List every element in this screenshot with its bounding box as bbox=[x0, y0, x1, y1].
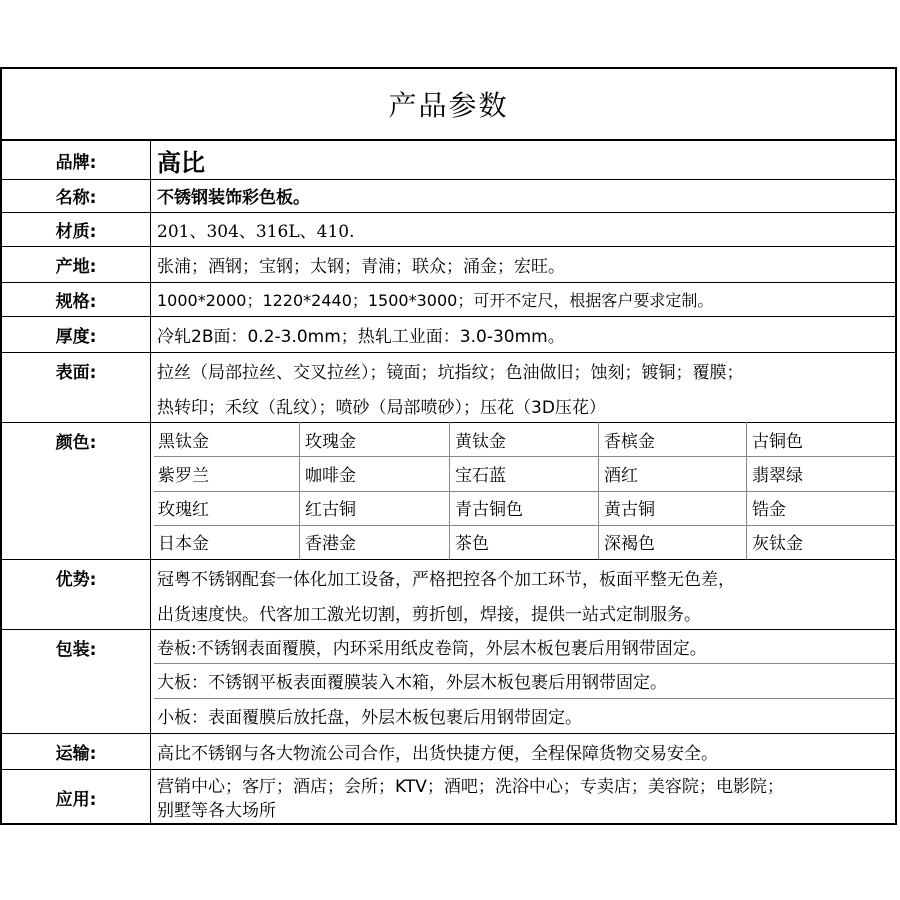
advantage-label: 优势: bbox=[55, 569, 97, 590]
advantage-line-1: 冠粤不锈钢配套一体化加工设备，严格把控各个加工环节，板面平整无色差， bbox=[157, 569, 735, 590]
surface-line-2: 热转印；禾纹（乱纹）；喷砂（局部喷砂）；压花（3D压花） bbox=[157, 397, 606, 418]
color-cell: 香港金 bbox=[305, 534, 356, 555]
spec-label: 规格: bbox=[55, 291, 97, 312]
name-label: 名称: bbox=[55, 188, 97, 208]
thickness-value: 冷轧2B面：0.2-3.0mm；热轧工业面：3.0-30mm。 bbox=[157, 326, 565, 347]
color-row-divider bbox=[154, 456, 895, 457]
color-column-divider bbox=[746, 422, 747, 559]
color-cell: 酒红 bbox=[604, 465, 638, 486]
surface-label: 表面: bbox=[55, 362, 97, 383]
color-row-divider bbox=[154, 525, 895, 526]
material-value: 201、304、316L、410. bbox=[157, 221, 355, 242]
application-line-2: 别墅等各大场所 bbox=[157, 800, 276, 821]
spec-value: 1000*2000；1220*2440；1500*3000；可开不定尺，根据客户要求定制。 bbox=[157, 290, 714, 310]
table-title: 产品参数 bbox=[2, 69, 895, 141]
color-cell: 青古铜色 bbox=[455, 500, 523, 520]
color-column-divider bbox=[598, 422, 599, 559]
color-cell: 咖啡金 bbox=[305, 465, 356, 486]
color-column-divider bbox=[299, 422, 300, 559]
color-cell: 灰钛金 bbox=[752, 534, 803, 555]
product-parameter-table bbox=[0, 67, 897, 825]
color-row-divider bbox=[154, 491, 895, 492]
color-cell: 玫瑰红 bbox=[158, 500, 209, 520]
color-cell: 玫瑰金 bbox=[305, 431, 356, 452]
origin-label: 产地: bbox=[55, 256, 97, 277]
color-cell: 香槟金 bbox=[604, 431, 655, 452]
label-column-divider bbox=[150, 141, 151, 823]
color-cell: 日本金 bbox=[158, 534, 209, 555]
color-cell: 锆金 bbox=[752, 500, 786, 520]
transport-label: 运输: bbox=[55, 743, 97, 764]
advantage-line-2: 出货速度快。代客加工激光切割，剪折刨，焊接，提供一站式定制服务。 bbox=[157, 604, 701, 625]
colors-label: 颜色: bbox=[55, 432, 97, 453]
color-cell: 黑钛金 bbox=[158, 431, 209, 452]
color-cell: 黄钛金 bbox=[455, 431, 506, 452]
color-cell: 茶色 bbox=[455, 534, 489, 555]
packing-line-2: 大板：不锈钢平板表面覆膜装入木箱，外层木板包裹后用钢带固定。 bbox=[157, 673, 667, 693]
packing-label: 包装: bbox=[55, 639, 97, 660]
material-label: 材质: bbox=[55, 221, 97, 242]
application-label: 应用: bbox=[55, 789, 97, 810]
color-cell: 深褐色 bbox=[604, 534, 655, 555]
packing-line-1: 卷板:不锈钢表面覆膜，内环采用纸皮卷筒，外层木板包裹后用钢带固定。 bbox=[157, 638, 707, 659]
color-cell: 翡翠绿 bbox=[752, 465, 803, 486]
color-cell: 红古铜 bbox=[305, 500, 356, 520]
name-value: 不锈钢装饰彩色板。 bbox=[157, 188, 310, 208]
color-cell: 黄古铜 bbox=[604, 500, 655, 520]
transport-value: 高比不锈钢与各大物流公司合作，出货快捷方便，全程保障货物交易安全。 bbox=[157, 743, 718, 764]
color-cell: 古铜色 bbox=[752, 431, 803, 452]
packing-line-3: 小板：表面覆膜后放托盘，外层木板包裹后用钢带固定。 bbox=[157, 708, 582, 728]
brand-value: 高比 bbox=[157, 148, 205, 177]
thickness-label: 厚度: bbox=[55, 326, 97, 347]
color-column-divider bbox=[449, 422, 450, 559]
color-cell: 紫罗兰 bbox=[158, 465, 209, 486]
surface-line-1: 拉丝（局部拉丝、交叉拉丝）；镜面；坑指纹；色油做旧；蚀刻；镀铜；覆膜； bbox=[157, 362, 744, 383]
origin-value: 张浦；酒钢；宝钢；太钢；青浦；联众；涌金；宏旺。 bbox=[157, 256, 565, 277]
brand-label: 品牌: bbox=[55, 152, 97, 173]
application-line-1: 营销中心；客厅；酒店；会所；KTV；酒吧；洗浴中心；专卖店；美容院；电影院； bbox=[157, 776, 784, 797]
color-cell: 宝石蓝 bbox=[455, 465, 506, 486]
